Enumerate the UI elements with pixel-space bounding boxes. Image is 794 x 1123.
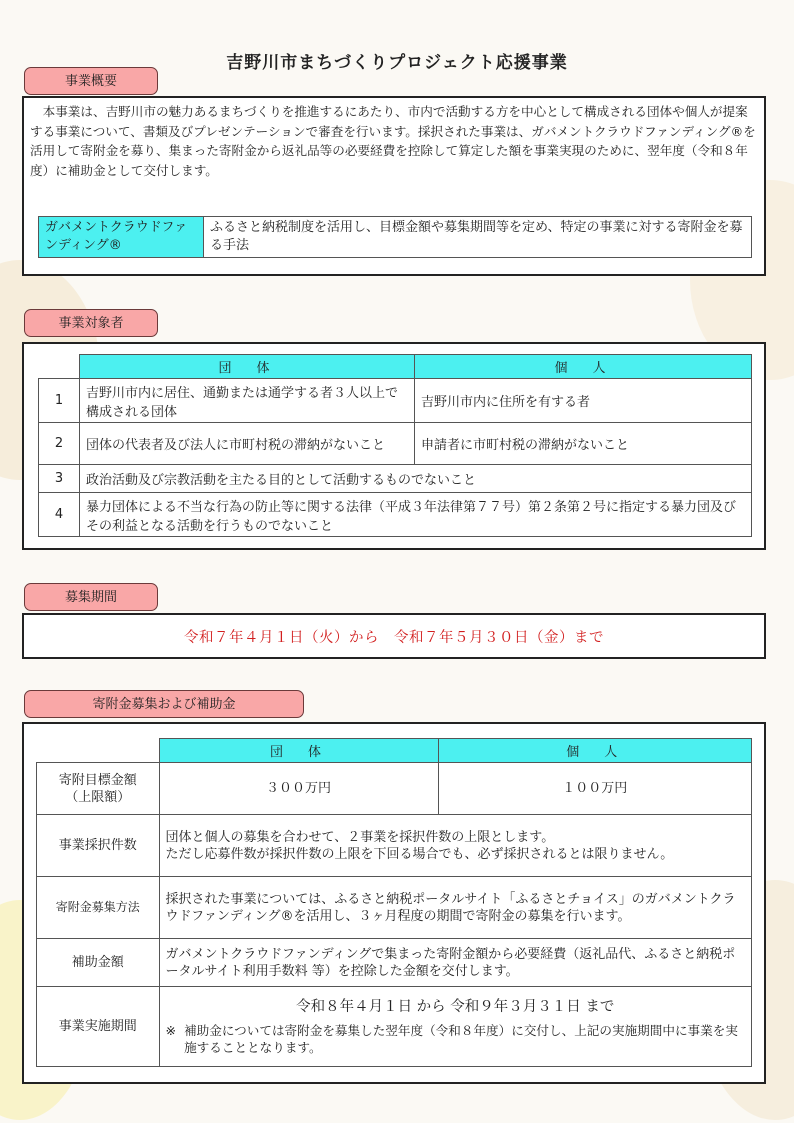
- target-amount-individual: １００万円: [438, 763, 752, 815]
- gcf-term-description: ふるさと納税制度を活用し、目標金額や募集期間等を定め、特定の事業に対する寄附金を募る手法: [204, 217, 752, 258]
- gcf-term-label: ガバメントクラウドファンディング®: [39, 217, 204, 258]
- page-title: 吉野川市まちづくりプロジェクト応援事業: [226, 53, 568, 73]
- row-number: 3: [39, 465, 80, 493]
- target-amount-label: 寄附目標金額 （上限額）: [37, 763, 160, 815]
- target-amount-group: ３００万円: [159, 763, 438, 815]
- funding-col-individual: 個 人: [438, 739, 752, 763]
- implementation-period-label: 事業実施期間: [37, 987, 160, 1067]
- adoption-count-label: 事業採択件数: [37, 815, 160, 877]
- eligible-col-individual: 個 人: [415, 355, 752, 379]
- row-number: 4: [39, 493, 80, 537]
- note-mark: ※: [165, 1023, 177, 1038]
- table-row: [39, 493, 752, 537]
- table-row: [37, 763, 752, 815]
- eligible-both-cell: 政治活動及び宗教活動を主たる目的として活動するものでないこと: [80, 465, 752, 493]
- eligible-both-cell: 暴力団体による不当な行為の防止等に関する法律（平成３年法律第７７号）第２条第２号に指定する暴力団及びその利益となる活動を行うものでないこと: [80, 493, 752, 537]
- eligible-tab: 事業対象者: [24, 309, 158, 337]
- recruitment-period: 令和７年４月１日（火）から 令和７年５月３０日（金）まで: [184, 630, 604, 646]
- period-panel: [22, 613, 766, 659]
- period-tab: 募集期間: [24, 583, 158, 611]
- eligible-col-group: 団 体: [80, 355, 415, 379]
- donation-method-text: 採択された事業については、ふるさと納税ポータルサイト「ふるさとチョイス」のガバメントクラウドファンディング®を活用し、３ヶ月程度の期間で寄附金の募集を行います。: [159, 877, 752, 939]
- funding-col-group: 団 体: [159, 739, 438, 763]
- subsidy-amount-label: 補助金額: [37, 939, 160, 987]
- eligible-panel: [22, 342, 766, 550]
- overview-text: 本事業は、吉野川市の魅力あるまちづくりを推進するにあたり、市内で活動する方を中心として構成される団体や個人が提案する事業について、書類及びプレゼンテーションで審査を行います。採択された事業は、ガバメントクラウドファンディング®を活用して寄附金を募り、集まった寄附金から返礼品等の必要経費を控除して算定した額を事業実現のために、翌年度（令和８年度）に補助金として交付します。: [30, 104, 756, 178]
- gcf-term-table: [38, 216, 752, 258]
- eligible-table: [38, 354, 752, 537]
- donation-method-label: 寄附金募集方法: [37, 877, 160, 939]
- table-row: [37, 987, 752, 1067]
- eligible-group-cell: 吉野川市内に居住、通勤または通学する者３人以上で構成される団体: [80, 379, 415, 423]
- overview-panel: [22, 96, 766, 276]
- eligible-individual-cell: 申請者に市町村税の滞納がないこと: [415, 423, 752, 465]
- row-number: 1: [39, 379, 80, 423]
- subsidy-amount-text: ガバメントクラウドファンディングで集まった寄附金額から必要経費（返礼品代、ふるさと納税ポータルサイト利用手数料 等）を控除した金額を交付します。: [159, 939, 752, 987]
- eligible-group-cell: 団体の代表者及び法人に市町村税の滞納がないこと: [80, 423, 415, 465]
- funding-table: [36, 738, 752, 1067]
- row-number: 2: [39, 423, 80, 465]
- implementation-period: 令和８年４月１日 から 令和９年３月３１日 まで: [296, 999, 615, 1015]
- overview-tab: 事業概要: [24, 67, 158, 95]
- table-row: [39, 379, 752, 423]
- table-row: [37, 877, 752, 939]
- table-row: [39, 465, 752, 493]
- eligible-individual-cell: 吉野川市内に住所を有する者: [415, 379, 752, 423]
- adoption-count-text: 団体と個人の募集を合わせて、２事業を採択件数の上限とします。 ただし応募件数が採択件数の上限を下回る場合でも、必ず採択されるとは限りません。: [159, 815, 752, 877]
- implementation-note: 補助金については寄附金を募集した翌年度（令和８年度）に交付し、上記の実施期間中に事業を実施することとなります。: [184, 1023, 738, 1055]
- table-row: [39, 423, 752, 465]
- table-row: [37, 939, 752, 987]
- table-row: [37, 815, 752, 877]
- implementation-period-cell: [159, 987, 752, 1067]
- funding-tab: 寄附金募集および補助金: [24, 690, 304, 718]
- funding-panel: [22, 722, 766, 1084]
